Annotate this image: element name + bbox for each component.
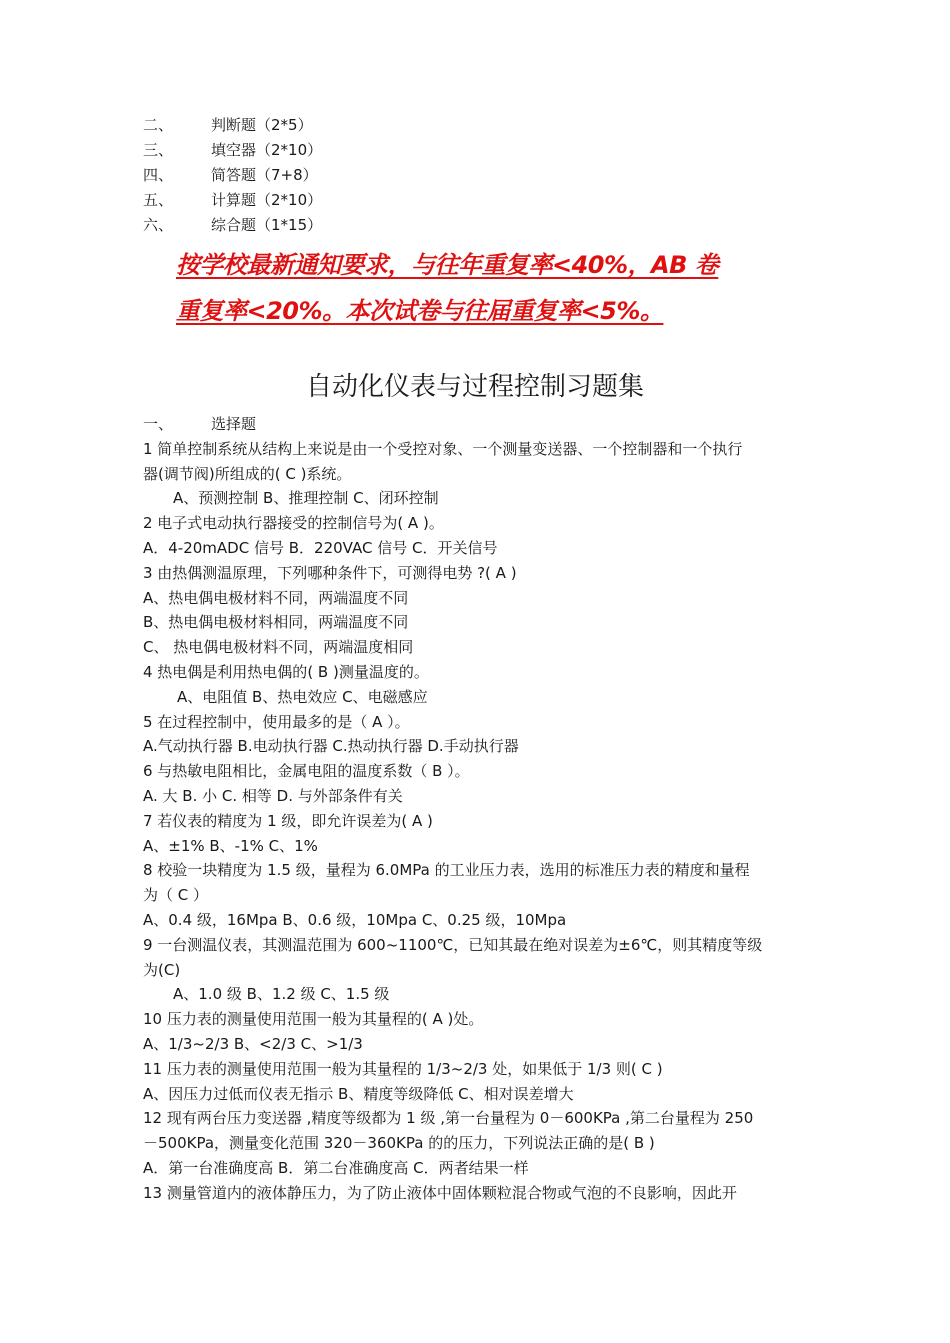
text-line: 12 现有两台压力变送器 ,精度等级都为 1 级 ,第一台量程为 0－600KPa ,第二台量程为 250: [143, 1109, 754, 1128]
option-line: A、预测控制 B、推理控制 C、闭环控制: [173, 489, 439, 508]
section-item: 三、 填空器（2*10）: [143, 141, 323, 159]
section-heading: 一、 选择题: [143, 415, 257, 433]
question-list: [143, 412, 813, 1206]
text-line: 为(C): [143, 960, 181, 979]
option-line: B、热电偶电极材料相同，两端温度不同: [143, 613, 409, 632]
page-title: 自动化仪表与过程控制习题集: [305, 372, 644, 402]
text-line: 10 压力表的测量使用范围一般为其量程的( A )处。: [143, 1010, 484, 1029]
text-line: 7 若仪表的精度为 1 级，即允许误差为( A ): [143, 811, 433, 830]
option-line: C、 热电偶电极材料不同，两端温度相同: [143, 638, 414, 657]
option-line: A、0.4 级，16Mpa B、0.6 级，10Mpa C、0.25 级，10Mpa: [143, 910, 567, 929]
option-line: A.气动执行器 B.电动执行器 C.热动执行器 D.手动执行器: [143, 737, 519, 756]
option-line: A．第一台准确度高 B．第二台准确度高 C．两者结果一样: [143, 1158, 529, 1177]
option-line: A、1/3~2/3 B、<2/3 C、>1/3: [143, 1034, 363, 1053]
option-line: A、1.0 级 B、1.2 级 C、1.5 级: [173, 985, 390, 1004]
option-line: A．4-20mADC 信号 B．220VAC 信号 C．开关信号: [143, 538, 498, 557]
section-item: 五、 计算题（2*10）: [143, 191, 323, 209]
text-line: 6 与热敏电阻相比，金属电阻的温度系数（ B ）。: [143, 762, 470, 781]
section-item: 四、 简答题（7+8）: [143, 166, 318, 184]
option-line: A、热电偶电极材料不同，两端温度不同: [143, 588, 409, 607]
text-line: 1 简单控制系统从结构上来说是由一个受控对象、一个测量变送器、一个控制器和一个执行: [143, 439, 743, 458]
text-line: 11 压力表的测量使用范围一般为其量程的 1/3~2/3 处，如果低于 1/3 则( C ): [143, 1059, 663, 1078]
option-line: A、±1% B、-1% C、1%: [143, 836, 318, 855]
text-line: 5 在过程控制中，使用最多的是（ A ）。: [143, 712, 410, 731]
section-item: 六、 综合题（1*15）: [143, 216, 323, 234]
option-line: A、因压力过低而仪表无指示 B、精度等级降低 C、相对误差增大: [143, 1084, 574, 1103]
text-line: 为（ C ）: [143, 886, 209, 905]
text-line: 4 热电偶是利用热电偶的( B )测量温度的。: [143, 662, 429, 681]
text-line: 8 校验一块精度为 1.5 级，量程为 6.0MPa 的工业压力表，选用的标准压力表的精度和量程: [143, 861, 750, 880]
notice-line: 重复率<20%。本次试卷与往届重复率<5%。: [176, 297, 664, 325]
section-item: 二、 判断题（2*5）: [143, 116, 313, 134]
text-line: －500KPa，测量变化范围 320－360KPa 的的压力，下列说法正确的是( B ): [143, 1134, 655, 1153]
text-line: 2 电子式电动执行器接受的控制信号为( A )。: [143, 514, 444, 533]
text-line: 9 一台测温仪表，其测温范围为 600~1100℃，已知其最在绝对误差为±6℃，则其精度等级: [143, 935, 763, 954]
option-line: A、电阻值 B、热电效应 C、电磁感应: [177, 687, 428, 706]
text-line: 器(调节阀)所组成的( C )系统。: [143, 464, 352, 483]
option-line: A. 大 B. 小 C. 相等 D. 与外部条件有关: [143, 786, 403, 805]
notice-line: 按学校最新通知要求，与往年重复率<40%，AB 卷: [176, 251, 719, 279]
text-line: 3 由热偶测温原理，下列哪种条件下，可测得电势 ?( A ): [143, 563, 517, 582]
text-line: 13 测量管道内的液体静压力，为了防止液体中固体颗粒混合物或气泡的不良影响，因此开: [143, 1183, 737, 1202]
